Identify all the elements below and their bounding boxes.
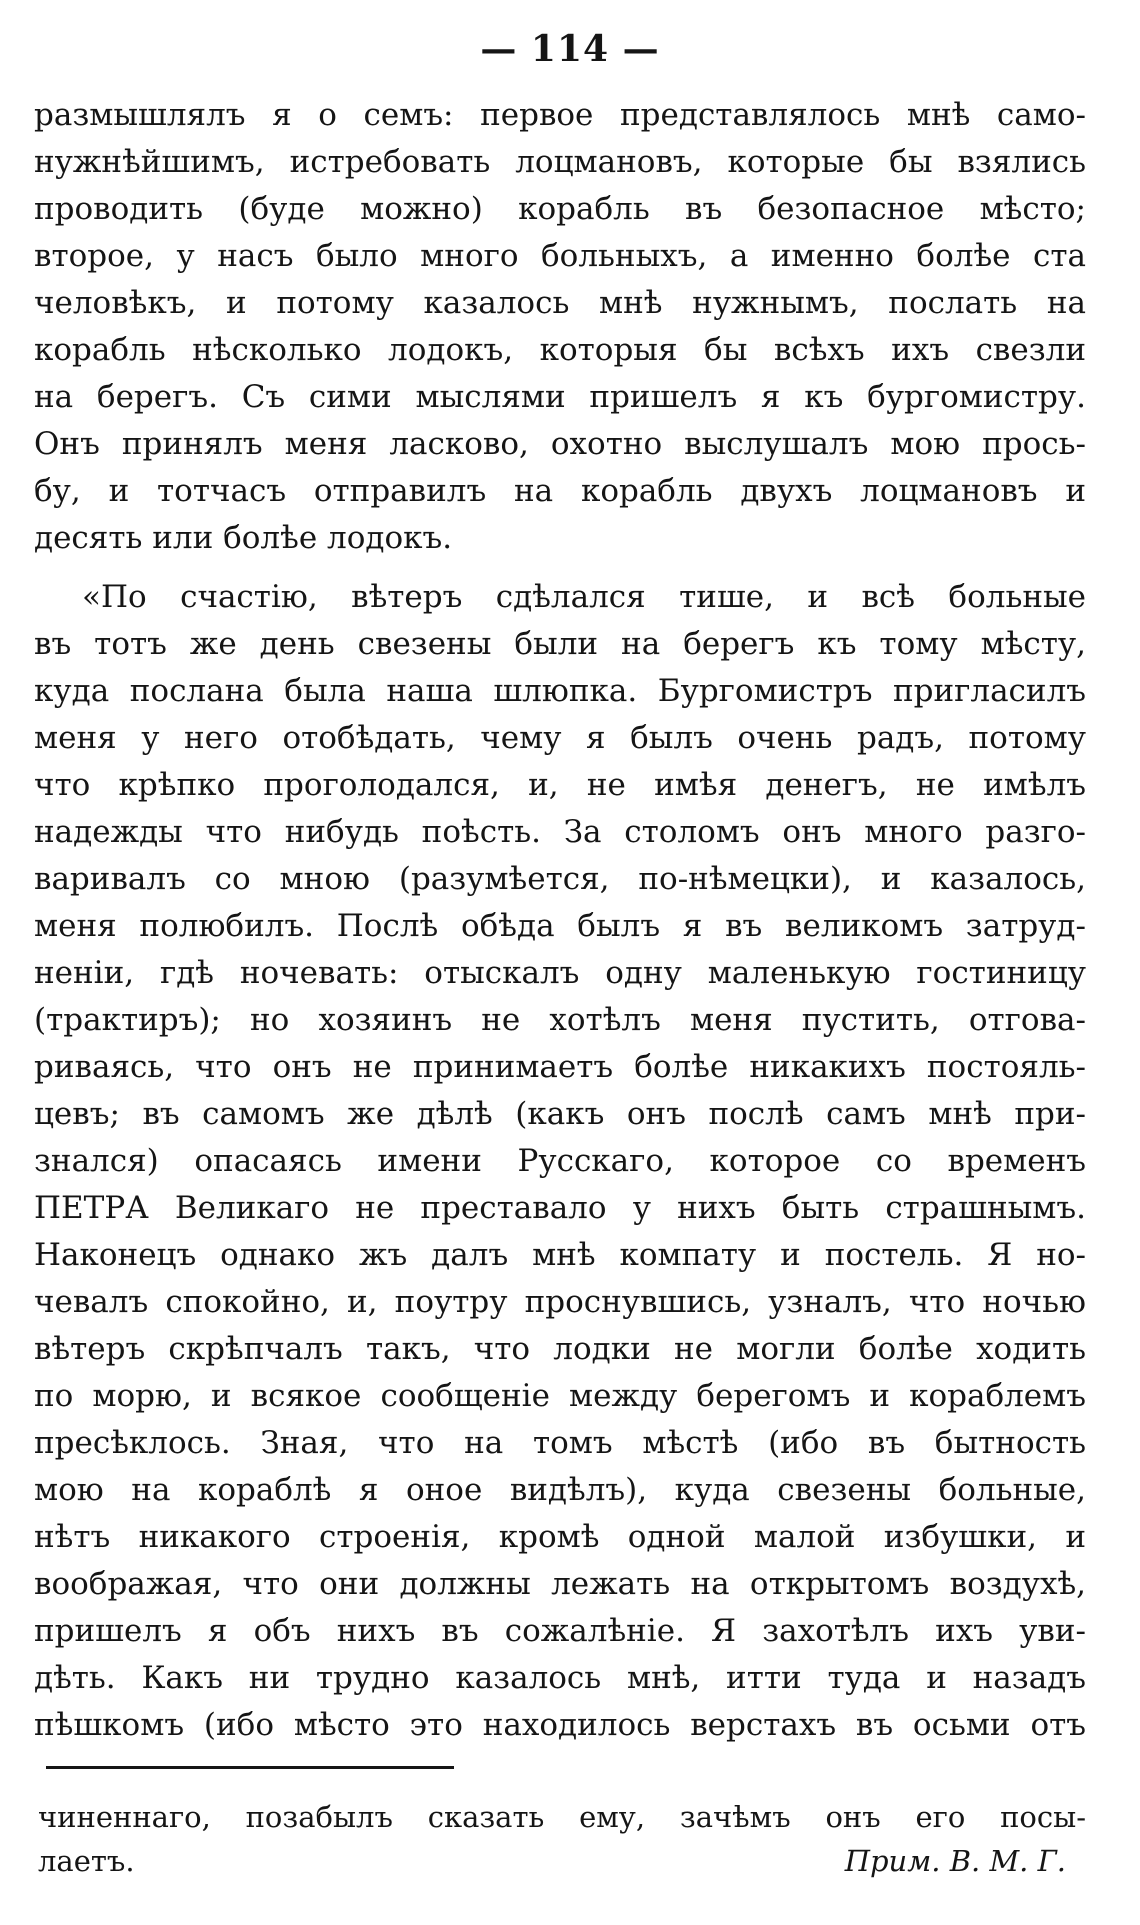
text-line: проводить (буде можно) корабль въ безопасное мѣсто;: [34, 191, 1086, 227]
text-line: знался) опасаясь имени Русскаго, которое со временъ: [34, 1143, 1086, 1179]
text-line: человѣкъ, и потому казалось мнѣ нужнымъ, послать на: [34, 285, 1086, 321]
text-line: риваясь, что онъ не принимаетъ болѣе никакихъ постояль-: [34, 1049, 1086, 1085]
text-line: бу, и тотчасъ отправилъ на корабль двухъ лоцмановъ и: [34, 473, 1086, 509]
text-line: Онъ принялъ меня ласково, охотно выслушалъ мою прось-: [34, 426, 1086, 462]
text-line: неніи, гдѣ ночевать: отыскалъ одну маленькую гостиницу: [34, 955, 1086, 991]
text-line: мою на кораблѣ я оное видѣлъ), куда свезены больные,: [34, 1472, 1086, 1508]
footnote-line: чиненнаго, позабылъ сказать ему, зачѣмъ онъ его посы-: [38, 1800, 1086, 1834]
footnote-line-end: лаетъ.: [38, 1844, 135, 1878]
footnote-signature: Прим. В. М. Г.: [844, 1844, 1066, 1878]
text-line: на берегъ. Съ сими мыслями пришелъ я къ бургомистру.: [34, 379, 1086, 415]
text-line: дѣть. Какъ ни трудно казалось мнѣ, итти туда и назадъ: [34, 1660, 1086, 1696]
text-line: нужнѣйшимъ, истребовать лоцмановъ, которые бы взялись: [34, 144, 1086, 180]
text-line: въ тотъ же день свезены были на берегъ къ тому мѣсту,: [34, 626, 1086, 662]
text-line: вѣтеръ скрѣпчалъ такъ, что лодки не могли болѣе ходить: [34, 1331, 1086, 1367]
text-line: корабль нѣсколько лодокъ, которыя бы всѣхъ ихъ свезли: [34, 332, 1086, 368]
main-text: [34, 92, 1086, 1749]
text-line: меня полюбилъ. Послѣ обѣда былъ я въ великомъ затруд-: [34, 908, 1086, 944]
text-line: пѣшкомъ (ибо мѣсто это находилось верстахъ въ осьми отъ: [34, 1707, 1086, 1743]
page-number: — 114 —: [480, 28, 660, 70]
text-line: куда послана была наша шлюпка. Бургомистръ пригласилъ: [34, 673, 1086, 709]
footnote-divider: [46, 1766, 454, 1769]
text-line: воображая, что они должны лежать на открытомъ воздухѣ,: [34, 1566, 1086, 1602]
paragraph-gap: [34, 562, 1086, 574]
text-line: пресѣклось. Зная, что на томъ мѣстѣ (ибо въ бытность: [34, 1425, 1086, 1461]
footnote-last-line: [38, 1839, 1086, 1883]
text-line: надежды что нибудь поѣсть. За столомъ онъ много разго-: [34, 814, 1086, 850]
text-line: варивалъ со мною (разумѣется, по-нѣмецки), и казалось,: [34, 861, 1086, 897]
text-line: что крѣпко проголодался, и, не имѣя денегъ, не имѣлъ: [34, 767, 1086, 803]
text-line: Наконецъ однако жъ далъ мнѣ компату и постель. Я но-: [34, 1237, 1086, 1273]
text-line: пришелъ я объ нихъ въ сожалѣніе. Я захотѣлъ ихъ уви-: [34, 1613, 1086, 1649]
text-line: по морю, и всякое сообщеніе между берегомъ и кораблемъ: [34, 1378, 1086, 1414]
footnote: [38, 1795, 1086, 1883]
text-line: второе, у насъ было много больныхъ, а именно болѣе ста: [34, 238, 1086, 274]
paragraph-2: [34, 574, 1086, 1749]
text-line: ПЕТРА Великаго не преставало у нихъ быть страшнымъ.: [34, 1190, 1086, 1226]
text-line: десять или болѣе лодокъ.: [34, 520, 453, 556]
text-line: нѣтъ никакого строенія, кромѣ одной малой избушки, и: [34, 1519, 1086, 1555]
text-line: (трактиръ); но хозяинъ не хотѣлъ меня пустить, отгова-: [34, 1002, 1086, 1038]
text-line: чевалъ спокойно, и, поутру проснувшись, узналъ, что ночью: [34, 1284, 1086, 1320]
paragraph-1: [34, 92, 1086, 562]
text-line: размышлялъ я о семъ: первое представлялось мнѣ само-: [34, 97, 1086, 133]
text-line: меня у него отобѣдать, чему я былъ очень радъ, потому: [34, 720, 1086, 756]
text-line: «По счастію, вѣтеръ сдѣлался тише, и всѣ больные: [82, 579, 1086, 615]
text-line: цевъ; въ самомъ же дѣлѣ (какъ онъ послѣ самъ мнѣ при-: [34, 1096, 1086, 1132]
